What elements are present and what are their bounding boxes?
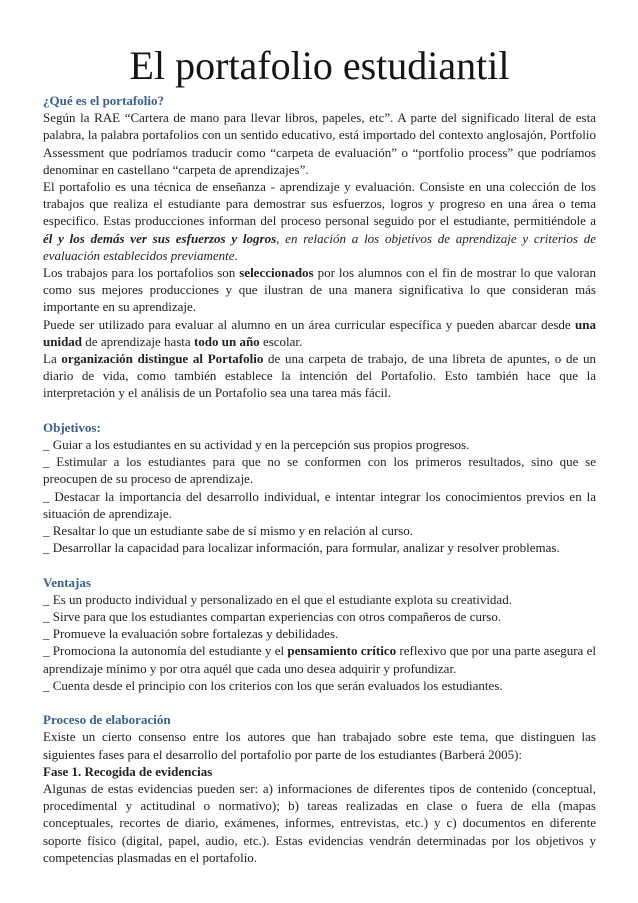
paragraph [43,436,596,453]
text-run: escolar. [259,333,303,349]
text-run: una unidad [43,316,600,349]
text-run: todo un año [193,333,260,349]
section-ventajas [43,574,600,694]
text-run: de aprendizaje hasta [82,333,194,349]
text-run: _ Resaltar lo que un estudiante sabe de sí mismo y en relación al curso. [43,523,414,539]
section-objetivos [43,419,600,557]
section-heading-proceso-de-elaboracion: Proceso de elaboración [43,712,171,728]
paragraph [43,488,600,522]
paragraph [43,763,596,780]
text-run: La [43,351,62,367]
text-run: _ Sirve para que los estudiantes compartan experiencias con otros compañeros de curso. [43,609,502,625]
section-heading-que-es-el-portafolio: ¿Qué es el portafolio? [43,93,164,108]
paragraph [43,109,600,178]
paragraph [43,453,600,487]
paragraph [43,178,600,264]
text-run: _ Estimular a los estudiantes para que no se conformen con los primeros resultados, sino que se preocupen de su proceso de aprendizaje. [43,454,600,487]
text-run: Existe un cierto consenso entre los autores que han trabajado sobre este tema, que distinguen las siguientes fases para el desarrollo del portafolio por parte de los estudiantes (Barberá 2005): [43,729,600,762]
text-run: Según la RAE “Cartera de mano para llevar libros, papeles, etc”. A parte del significado literal de esta palabra, la palabra portafolios con un sentido educativo, está importado del contexto anglosajón, Portfolio Assessment que podríamos traducir como “carpeta de evaluación” o “portfolio process” que podríamos denominar en castellano “carpeta de aprendizajes”. [43,110,600,177]
text-run: por los alumnos con el fin de mostrar lo que valoran como sus mejores producciones y que ilustran de una manera significativa lo que consideran más importante en su aprendizaje. [43,265,600,315]
text-run: El portafolio es una técnica de enseñanza - aprendizaje y evaluación. Consiste en una colección de los trabajos que realiza el estudiante para demostrar sus esfuerzos, logros y progreso en una área o tema especifico. Estas producciones informan del proceso personal seguido por el estudiante, permitiéndole a [43,179,600,229]
text-run: reflexivo que por una parte asegura el aprendizaje mínimo y por otra aquél que cada uno desea adquirir y profundizar. [43,643,600,676]
paragraph [43,642,600,676]
section-que-es-el-portafolio [43,92,600,402]
paragraph [43,522,596,539]
paragraph [43,728,600,762]
text-run: _ Promociona la autonomía del estudiante y el [43,643,288,659]
text-run: organización distingue al Portafolio [61,351,264,367]
text-run: Puede ser utilizado para evaluar al alumno en un área curricular específica y pueden abarcar desde [43,316,576,332]
section-heading-objetivos: Objetivos: [43,419,101,435]
text-run: _ Es un producto individual y personalizado en el que el estudiante explota su creatividad. [43,591,512,607]
paragraph [43,677,596,694]
text-run: pensamiento crítico [287,643,397,659]
document-title: El portafolio estudiantil [129,43,510,88]
text-run: Fase 1. Recogida de evidencias [43,763,213,779]
text-run: _ Guiar a los estudiantes en su actividad y en la percepción sus propios progresos. [43,437,470,453]
paragraph [43,591,596,608]
text-run: de una carpeta de trabajo, de una libreta de apuntes, o de un diario de vida, como también establece la intención del Portafolio. Esto también hace que la interpretación y el análisis de un Portafolio sea una tarea más fácil. [43,351,600,401]
text-run: _ Promueve la evaluación sobre fortalezas y debilidades. [43,626,339,642]
paragraph [43,316,600,350]
paragraph [43,350,600,402]
text-run: , en relación a los objetivos de aprendizaje y criterios de evaluación establecidos previamente. [43,230,600,263]
text-run: seleccionados [239,265,314,281]
text-run: _ Desarrollar la capacidad para localizar información, para formular, analizar y resolver problemas. [43,540,560,556]
section-proceso-de-elaboracion [43,711,600,866]
text-run: _ Cuenta desde el principio con los criterios con los que serán evaluados los estudiantes. [43,677,503,693]
paragraph [43,608,596,625]
text-run: _ Destacar la importancia del desarrollo individual, e intentar integrar los conocimientos previos en la situación de aprendizaje. [43,488,600,521]
document-body [43,92,600,866]
text-run: Algunas de estas evidencias pueden ser: a) informaciones de diferentes tipos de contenido (conceptual, procedimental y actitudinal o normativo); b) tareas realizadas en clase o fuera de ella (mapas conceptuales, recortes de diario, exámenes, informes, entrevistas, etc.) y c) documentos en diferente soporte físico (digital, papel, audio, etc.). Estas evidencias vendrán determinadas por los objetivos y competencias plasmadas en el portafolio. [43,781,600,865]
paragraph [43,780,600,866]
paragraph [43,625,596,642]
paragraph [43,539,596,556]
text-run: él y los demás ver sus esfuerzos y logros [43,230,277,246]
text-run: Los trabajos para los portafolios son [43,265,240,281]
paragraph [43,264,600,316]
section-heading-ventajas: Ventajas [43,574,91,590]
